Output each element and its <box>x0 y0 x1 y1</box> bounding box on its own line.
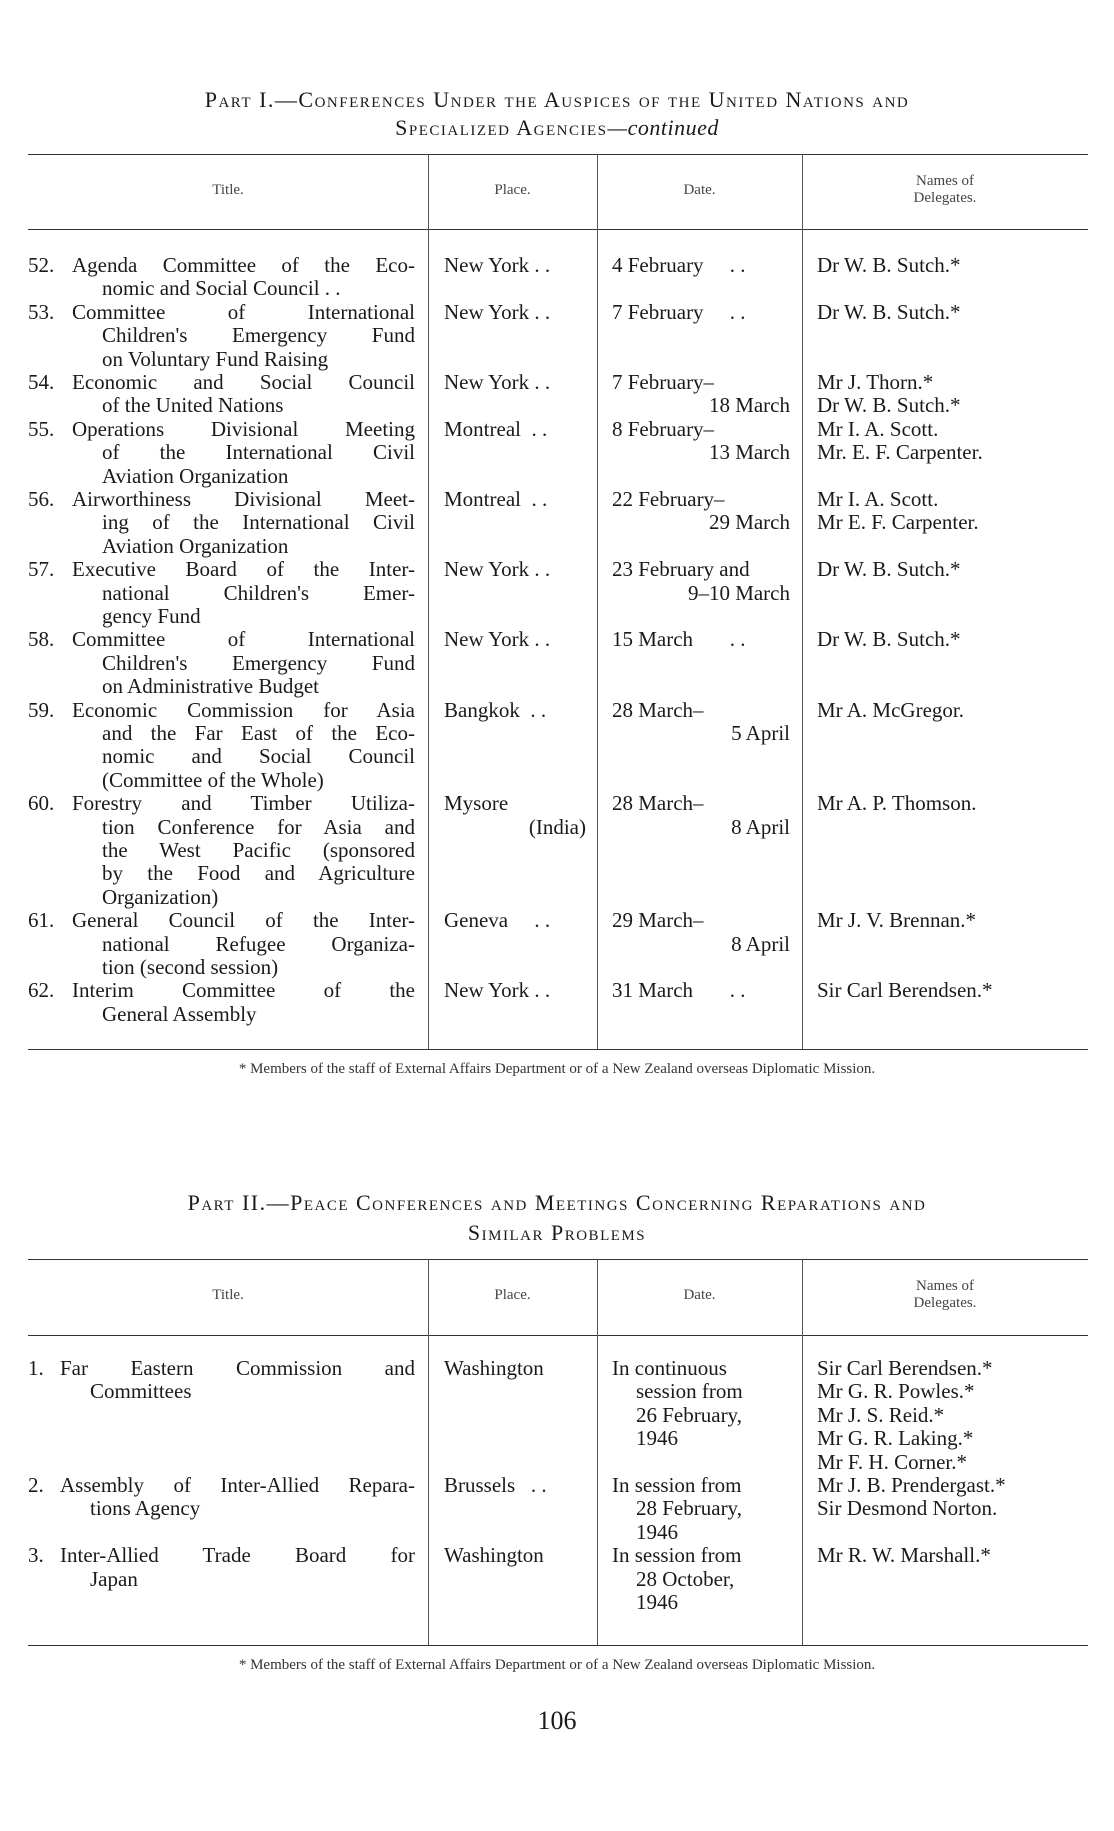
part1-header-names-line1: Names of <box>916 173 974 189</box>
part1-header-place: Place. <box>494 182 531 198</box>
row-place <box>444 979 586 1002</box>
delegate-name: Dr W. B. Sutch.* <box>817 557 961 582</box>
row-date-line: 4 February . . <box>612 253 746 277</box>
row-number: 56. <box>28 487 55 511</box>
row-date-line: session from <box>636 1379 743 1404</box>
row-place-line: Geneva . . <box>444 908 551 933</box>
row-title-line: national Children's Emer- <box>102 580 415 605</box>
delegate-name: Dr W. B. Sutch.* <box>817 627 961 652</box>
row-title-line: tion (second session) <box>102 954 279 979</box>
row-date-line: In session from <box>612 1543 742 1568</box>
row-title-line: by the Food and Agriculture <box>102 861 415 886</box>
row-title <box>72 792 415 909</box>
row-place-line: Brussels . . <box>444 1473 547 1497</box>
part1-title-suffix: —continued <box>607 115 719 140</box>
row-date-line: 28 October, <box>636 1566 735 1591</box>
row-title <box>72 558 415 628</box>
row-title-line: Executive Board of the Inter- <box>72 557 415 582</box>
delegate-name: Mr J. Thorn.* <box>817 370 934 394</box>
row-number: 55. <box>28 416 55 441</box>
row-place <box>444 792 586 839</box>
row-delegates <box>817 628 961 651</box>
row-number: 57. <box>28 557 55 582</box>
row-place <box>444 1357 586 1380</box>
row-title <box>72 254 415 301</box>
row-place-line: New York . . <box>444 253 551 277</box>
row-place <box>444 371 586 394</box>
row-title-line: ing of the International Civil <box>102 510 415 535</box>
row-title-line: Economic Commission for Asia <box>72 697 415 722</box>
part1-header-names-line2: Delegates. <box>913 190 977 206</box>
delegate-name: Mr A. McGregor. <box>817 697 964 722</box>
row-title-line: Committee of International <box>72 299 415 324</box>
row-title-line: Committees <box>90 1379 192 1404</box>
row-place-line: New York . . <box>444 557 551 582</box>
row-date-line: 18 March <box>708 393 790 418</box>
row-place-line: Bangkok . . <box>444 697 547 722</box>
part2-col-divider-2 <box>597 1259 598 1645</box>
row-date-line: 28 February, <box>636 1496 742 1521</box>
delegate-name: Mr R. W. Marshall.* <box>817 1543 991 1568</box>
row-date <box>612 418 790 465</box>
row-place <box>444 301 586 324</box>
row-date <box>612 301 790 324</box>
row-date <box>612 254 790 277</box>
row-title-line: of the United Nations <box>102 393 284 418</box>
delegate-name: Mr. E. F. Carpenter. <box>817 440 983 465</box>
part2-header-title: Title. <box>212 1287 244 1303</box>
row-place <box>444 1544 586 1567</box>
row-place <box>444 558 586 581</box>
row-delegates <box>817 1474 1006 1521</box>
part1-heading <box>40 86 1074 114</box>
row-title <box>60 1474 415 1521</box>
part1-col-divider-2 <box>597 154 598 1049</box>
row-title-line: Economic and Social Council <box>72 370 415 394</box>
row-title-line: General Assembly <box>102 1001 257 1026</box>
part2-heading-line2 <box>40 1219 1074 1247</box>
row-title-line: Operations Divisional Meeting <box>72 416 415 441</box>
row-number: 1. <box>28 1356 44 1380</box>
delegate-name: Mr A. P. Thomson. <box>817 791 977 816</box>
row-place-line: Montreal . . <box>444 487 548 511</box>
row-date <box>612 1357 790 1451</box>
row-date <box>612 371 790 418</box>
row-number: 3. <box>28 1543 44 1568</box>
row-title-line: gency Fund <box>102 603 201 628</box>
delegate-name: Sir Desmond Norton. <box>817 1496 998 1521</box>
row-title-line: Children's Emergency Fund <box>102 323 415 348</box>
row-delegates <box>817 418 983 465</box>
part1-header-rule <box>28 229 1088 230</box>
part2-col-divider-1 <box>428 1259 429 1645</box>
row-date-line: 5 April <box>731 721 790 745</box>
delegate-name: Mr G. R. Powles.* <box>817 1379 975 1404</box>
row-date <box>612 558 790 605</box>
delegate-name: Mr F. H. Corner.* <box>817 1449 967 1474</box>
row-title-line: tion Conference for Asia and <box>102 814 415 839</box>
part1-header-names <box>802 173 1088 207</box>
row-date-line: 8 February– <box>612 416 715 441</box>
row-title-line: of the International Civil <box>102 440 415 465</box>
part1-title-line2: Specialized Agencies <box>395 115 608 140</box>
part2-bottom-rule <box>28 1645 1088 1646</box>
row-date-line: 26 February, <box>636 1402 742 1427</box>
row-number: 53. <box>28 299 55 324</box>
row-date <box>612 699 790 746</box>
row-number: 58. <box>28 627 55 652</box>
row-number: 2. <box>28 1473 44 1497</box>
part1-header-date: Date. <box>683 182 716 198</box>
delegate-name: Mr J. V. Brennan.* <box>817 908 977 933</box>
row-date <box>612 979 790 1002</box>
delegate-name: Dr W. B. Sutch.* <box>817 253 961 277</box>
row-title-line: (Committee of the Whole) <box>102 767 324 792</box>
row-date-line: 23 February and <box>612 557 750 582</box>
row-place-line: (India) <box>528 814 586 839</box>
part1-dash: — <box>274 87 299 112</box>
row-date-line: 1946 <box>636 1426 678 1451</box>
row-date-line: In continuous <box>612 1356 727 1380</box>
part2-header-names <box>802 1278 1088 1312</box>
delegate-name: Mr I. A. Scott. <box>817 487 939 511</box>
part2-title-line2: Similar Problems <box>467 1220 647 1245</box>
row-place-line: New York . . <box>444 978 551 1003</box>
row-date-line: 9–10 March <box>687 580 790 605</box>
row-date-line: 28 March– <box>612 791 704 816</box>
row-delegates <box>817 301 961 324</box>
row-title-line: and the Far East of the Eco- <box>102 720 415 745</box>
row-number: 61. <box>28 908 55 933</box>
row-title-line: nomic and Social Council . . <box>102 276 341 301</box>
row-date-line: 8 April <box>731 814 790 839</box>
row-date-line: 29 March– <box>612 908 704 933</box>
row-number: 62. <box>28 978 55 1003</box>
row-title <box>72 301 415 371</box>
part2-header-names-line2: Delegates. <box>913 1295 977 1311</box>
delegate-name: Mr J. S. Reid.* <box>817 1402 945 1427</box>
row-number: 60. <box>28 791 55 816</box>
row-delegates <box>817 792 976 815</box>
part1-bottom-rule <box>28 1049 1088 1050</box>
part2-label: Part II. <box>187 1190 267 1215</box>
row-place-line: New York . . <box>444 299 551 324</box>
row-date-line: 31 March . . <box>612 978 746 1003</box>
row-title-line: tions Agency <box>90 1496 201 1521</box>
delegate-name: Sir Carl Berendsen.* <box>817 1356 993 1380</box>
row-place-line: Montreal . . <box>444 416 548 441</box>
part2-dash: — <box>266 1190 291 1215</box>
row-title-line: on Voluntary Fund Raising <box>102 346 329 371</box>
row-title-line: the West Pacific (sponsored <box>102 837 415 862</box>
row-delegates <box>817 1544 991 1567</box>
row-title <box>72 418 415 488</box>
row-title <box>72 371 415 418</box>
row-title-line: Aviation Organization <box>102 533 289 558</box>
row-place-line: Washington <box>444 1356 544 1380</box>
part1-header-title: Title. <box>212 182 244 198</box>
row-title-line: Children's Emergency Fund <box>102 650 415 675</box>
row-date <box>612 1544 790 1614</box>
part1-footnote: * Members of the staff of External Affairs Department or of a New Zealand overseas Diplomatic Mission. <box>238 1061 876 1077</box>
part2-top-rule <box>28 1259 1088 1260</box>
row-date <box>612 628 790 651</box>
row-title-line: Forestry and Timber Utiliza- <box>72 791 415 816</box>
row-place <box>444 254 586 277</box>
row-date-line: 1946 <box>636 1590 678 1614</box>
delegate-name: Dr W. B. Sutch.* <box>817 299 961 324</box>
part1-title-line1: Conferences Under the Auspices of the United Nations and <box>298 87 910 112</box>
row-date <box>612 792 790 839</box>
part1-top-rule <box>28 154 1088 155</box>
part1-label: Part I. <box>204 87 275 112</box>
row-date-line: 8 April <box>731 931 790 956</box>
part2-heading <box>40 1189 1074 1217</box>
row-title-line: nomic and Social Council <box>102 744 415 769</box>
row-title-line: Inter-Allied Trade Board for <box>60 1543 415 1568</box>
row-title-line: Japan <box>90 1566 138 1591</box>
part2-header-place: Place. <box>494 1287 531 1303</box>
row-place <box>444 488 586 511</box>
row-date-line: 7 February– <box>612 370 715 394</box>
part2-header-rule <box>28 1335 1088 1336</box>
row-place-line: Washington <box>444 1543 544 1568</box>
row-date-line: 15 March . . <box>612 627 746 652</box>
row-place <box>444 1474 586 1497</box>
part1-heading-line2 <box>40 114 1074 142</box>
row-date-line: 22 February– <box>612 487 725 511</box>
delegate-name: Sir Carl Berendsen.* <box>817 978 993 1003</box>
delegate-name: Mr G. R. Laking.* <box>817 1426 974 1451</box>
part2-col-divider-3 <box>802 1259 803 1645</box>
row-delegates <box>817 254 961 277</box>
row-title-line: Far Eastern Commission and <box>60 1356 415 1380</box>
row-delegates <box>817 488 979 535</box>
row-date <box>612 1474 790 1544</box>
delegate-name: Mr J. B. Prendergast.* <box>817 1473 1006 1497</box>
row-place <box>444 909 586 932</box>
delegate-name: Dr W. B. Sutch.* <box>817 393 961 418</box>
part1-col-divider-1 <box>428 154 429 1049</box>
row-title-line: Organization) <box>102 884 219 909</box>
row-title-line: Assembly of Inter-Allied Repara- <box>60 1473 415 1497</box>
row-title-line: on Administrative Budget <box>102 674 319 699</box>
row-title-line: Aviation Organization <box>102 463 289 488</box>
row-place-line: New York . . <box>444 627 551 652</box>
row-delegates <box>817 979 993 1002</box>
row-title-line: Committee of International <box>72 627 415 652</box>
row-delegates <box>817 1357 993 1474</box>
row-place-line: New York . . <box>444 370 551 394</box>
row-number: 54. <box>28 370 55 394</box>
row-delegates <box>817 699 964 722</box>
part2-footnote: * Members of the staff of External Affairs Department or of a New Zealand overseas Diplomatic Mission. <box>238 1657 876 1673</box>
row-number: 59. <box>28 697 55 722</box>
row-title <box>60 1357 415 1404</box>
row-delegates <box>817 371 961 418</box>
row-title-line: Interim Committee of the <box>72 978 415 1003</box>
part2-title-line1: Peace Conferences and Meetings Concerning Reparations and <box>290 1190 927 1215</box>
part2-header-date: Date. <box>683 1287 716 1303</box>
row-title-line: Airworthiness Divisional Meet- <box>72 487 415 511</box>
row-date-line: 29 March <box>708 510 790 535</box>
row-place-line: Mysore <box>444 791 509 816</box>
row-title <box>60 1544 415 1591</box>
row-title-line: General Council of the Inter- <box>72 908 415 933</box>
row-place <box>444 699 586 722</box>
row-date <box>612 488 790 535</box>
row-date <box>612 909 790 956</box>
row-title-line: Agenda Committee of the Eco- <box>72 253 415 277</box>
page-number: 106 <box>537 1706 577 1735</box>
row-title <box>72 699 415 793</box>
row-number: 52. <box>28 253 55 277</box>
row-place <box>444 628 586 651</box>
row-title <box>72 628 415 698</box>
delegate-name: Mr E. F. Carpenter. <box>817 510 979 535</box>
delegate-name: Mr I. A. Scott. <box>817 416 939 441</box>
row-date-line: 28 March– <box>612 697 704 722</box>
row-delegates <box>817 558 961 581</box>
row-date-line: 13 March <box>708 440 790 465</box>
part2-header-names-line1: Names of <box>916 1278 974 1294</box>
part1-col-divider-3 <box>802 154 803 1049</box>
row-title <box>72 979 415 1026</box>
row-place <box>444 418 586 441</box>
row-date-line: 1946 <box>636 1519 678 1544</box>
row-date-line: 7 February . . <box>612 299 746 324</box>
row-date-line: In session from <box>612 1473 742 1497</box>
row-title-line: national Refugee Organiza- <box>102 931 415 956</box>
row-title <box>72 909 415 979</box>
row-title <box>72 488 415 558</box>
row-delegates <box>817 909 976 932</box>
